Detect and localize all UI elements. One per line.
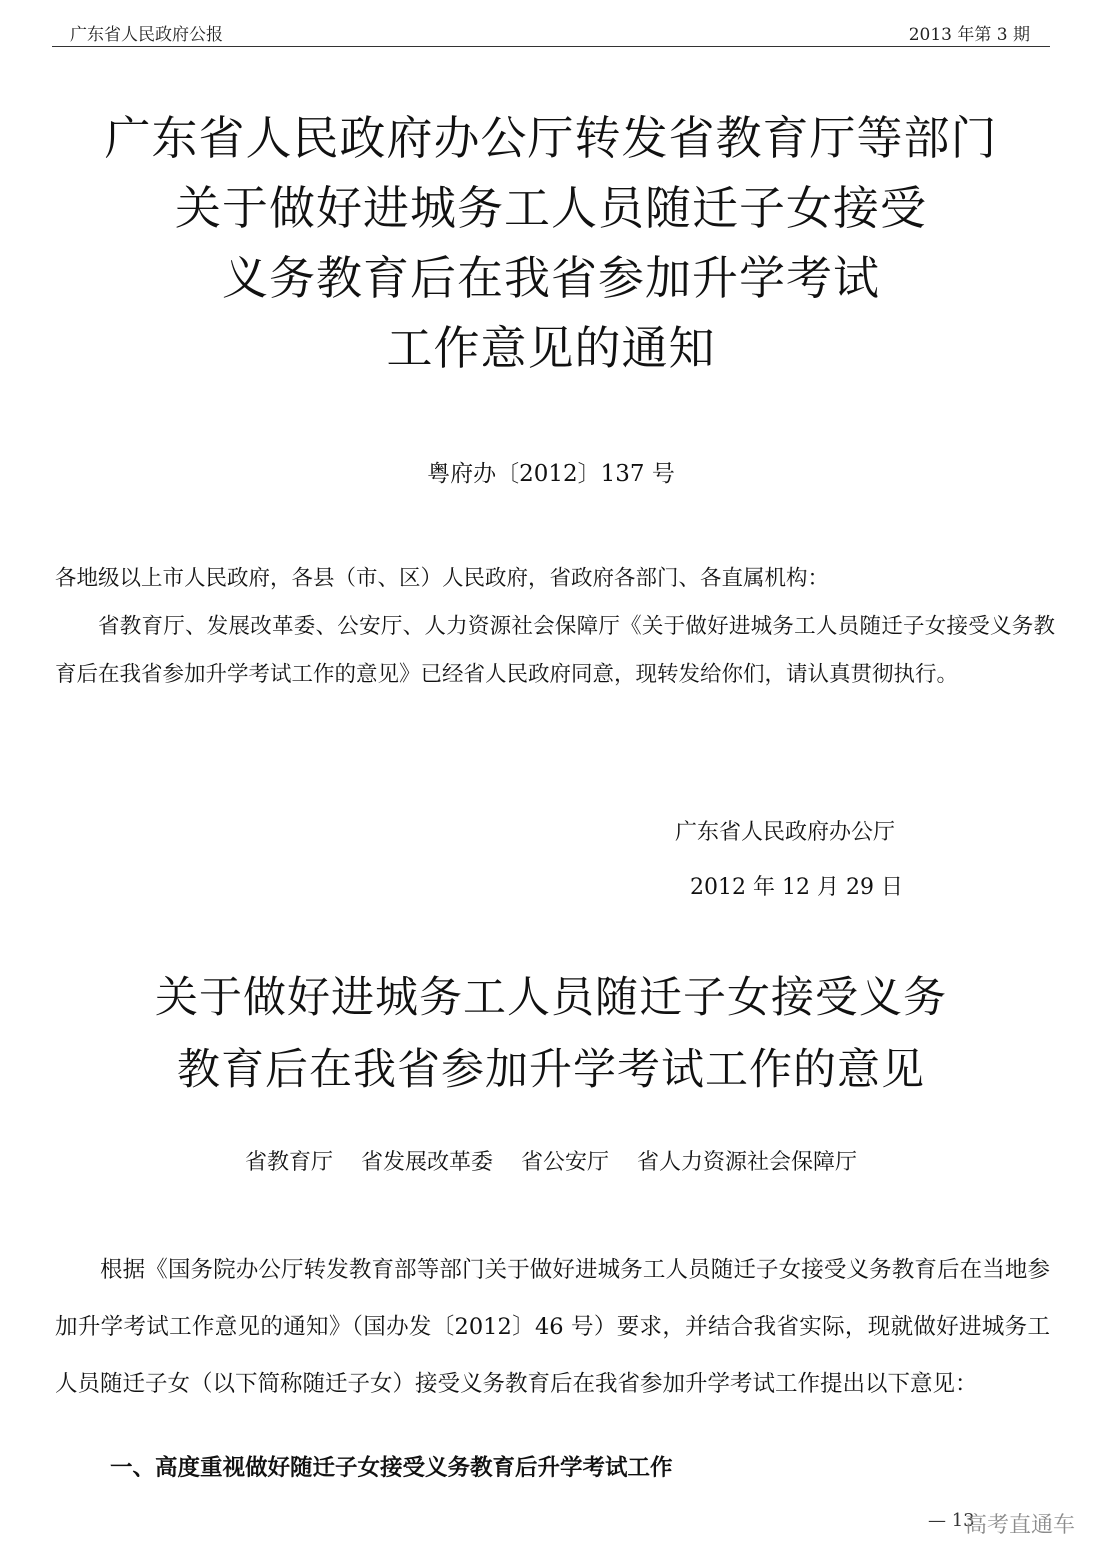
page-header [52, 16, 1050, 47]
document-number: 粤府办〔2012〕137 号 [427, 461, 675, 487]
notice-title [0, 103, 1102, 383]
opinion-title [0, 962, 1102, 1106]
notice-title-line: 广东省人民政府办公厅转发省教育厅等部门 [104, 111, 998, 165]
opinion-title-line: 教育后在我省参加升学考试工作的意见 [177, 1045, 925, 1095]
opinion-title-line: 关于做好进城务工人员随迁子女接受义务 [155, 973, 947, 1023]
notice-title-line: 关于做好进城务工人员随迁子女接受 [175, 181, 927, 235]
page-number: — 13 [928, 1510, 975, 1531]
opinion-body [55, 1242, 1050, 1413]
notice-addressee [55, 555, 1055, 603]
notice-title-line: 工作意见的通知 [386, 321, 716, 375]
opinion-body-text: 根据《国务院办公厅转发教育部等部门关于做好进城务工人员随迁子女接受义务教育后在当地参加升学考试工作意见的通知》（国办发〔2012〕46 号）要求，并结合我省实际，现就做好进城务工人员随迁子女（以下简称随迁子女）接受义务教育后在我省参加升学考试工作提出以下意见： [55, 1257, 1050, 1397]
section-heading-1: 一、高度重视做好随迁子女接受义务教育后升学考试工作 [110, 1455, 673, 1481]
addressee-text: 各地级以上市人民政府，各县（市、区）人民政府，省政府各部门、各直属机构： [55, 566, 830, 591]
notice-title-line: 义务教育后在我省参加升学考试 [222, 251, 880, 305]
issue-number: 2013 年第 3 期 [908, 25, 1030, 45]
publication-name: 广东省人民政府公报 [70, 25, 223, 45]
signature-organization: 广东省人民政府办公厅 [675, 820, 896, 845]
signature-date: 2012 年 12 月 29 日 [690, 875, 903, 900]
notice-body [55, 603, 1055, 699]
watermark-text: 高考直通车 [965, 1513, 1076, 1538]
notice-body-text: 省教育厅、发展改革委、公安厅、人力资源社会保障厅《关于做好进城务工人员随迁子女接受义务教育后在我省参加升学考试工作的意见》已经省人民政府同意，现转发给你们，请认真贯彻执行。 [55, 614, 1055, 687]
issuing-departments: 省教育厅 省发展改革委 省公安厅 省人力资源社会保障厅 [245, 1150, 857, 1175]
